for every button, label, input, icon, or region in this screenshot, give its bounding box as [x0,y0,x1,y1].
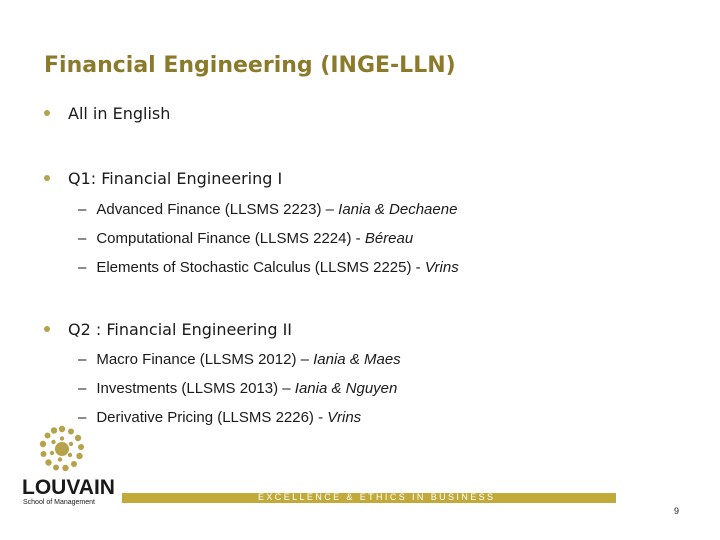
dash-icon: – [78,351,87,368]
course-teachers: Béreau [364,230,414,247]
dash-icon: – [78,259,87,276]
bullet-text: All in English [68,104,171,123]
dash-icon: – [78,380,87,397]
logo-wordmark: LOUVAIN [22,476,115,499]
course-item [78,409,361,426]
slide-title: Financial Engineering (INGE-LLN) [44,53,456,78]
course-teachers: Vrins [327,409,362,426]
footer-tagline: EXCELLENCE & ETHICS IN BUSINESS [258,492,496,502]
bullet-dot-icon [44,326,50,332]
course-item [78,201,457,218]
course-item [78,380,397,397]
course-name: Computational Finance (LLSMS 2224) - [96,230,365,247]
course-name: Derivative Pricing (LLSMS 2226) - [96,409,328,426]
dash-icon: – [78,409,87,426]
bullet-dot-icon [44,110,50,116]
bullet-text: Q1: Financial Engineering I [68,169,283,188]
course-name: Macro Finance (LLSMS 2012) – [96,351,314,368]
dash-icon: – [78,201,87,218]
course-name: Elements of Stochastic Calculus (LLSMS 2225) - [96,259,425,276]
course-teachers: Iania & Dechaene [338,201,458,218]
course-name: Investments (LLSMS 2013) – [96,380,295,397]
bullet-item-q1 [44,169,282,188]
course-item [78,230,413,247]
bullet-text: Q2 : Financial Engineering II [68,320,293,339]
bullet-dot-icon [44,175,50,181]
course-teachers: Vrins [424,259,459,276]
louvain-sun-logo-icon [38,425,86,473]
course-teachers: Iania & Maes [313,351,401,368]
course-item [78,259,459,276]
bullet-item-language [44,104,170,123]
logo-subtitle: School of Management [23,499,95,506]
page-number: 9 [674,506,680,516]
course-item [78,351,401,368]
course-name: Advanced Finance (LLSMS 2223) – [96,201,339,218]
dash-icon: – [78,230,87,247]
course-teachers: Iania & Nguyen [294,380,398,397]
bullet-item-q2 [44,320,292,339]
